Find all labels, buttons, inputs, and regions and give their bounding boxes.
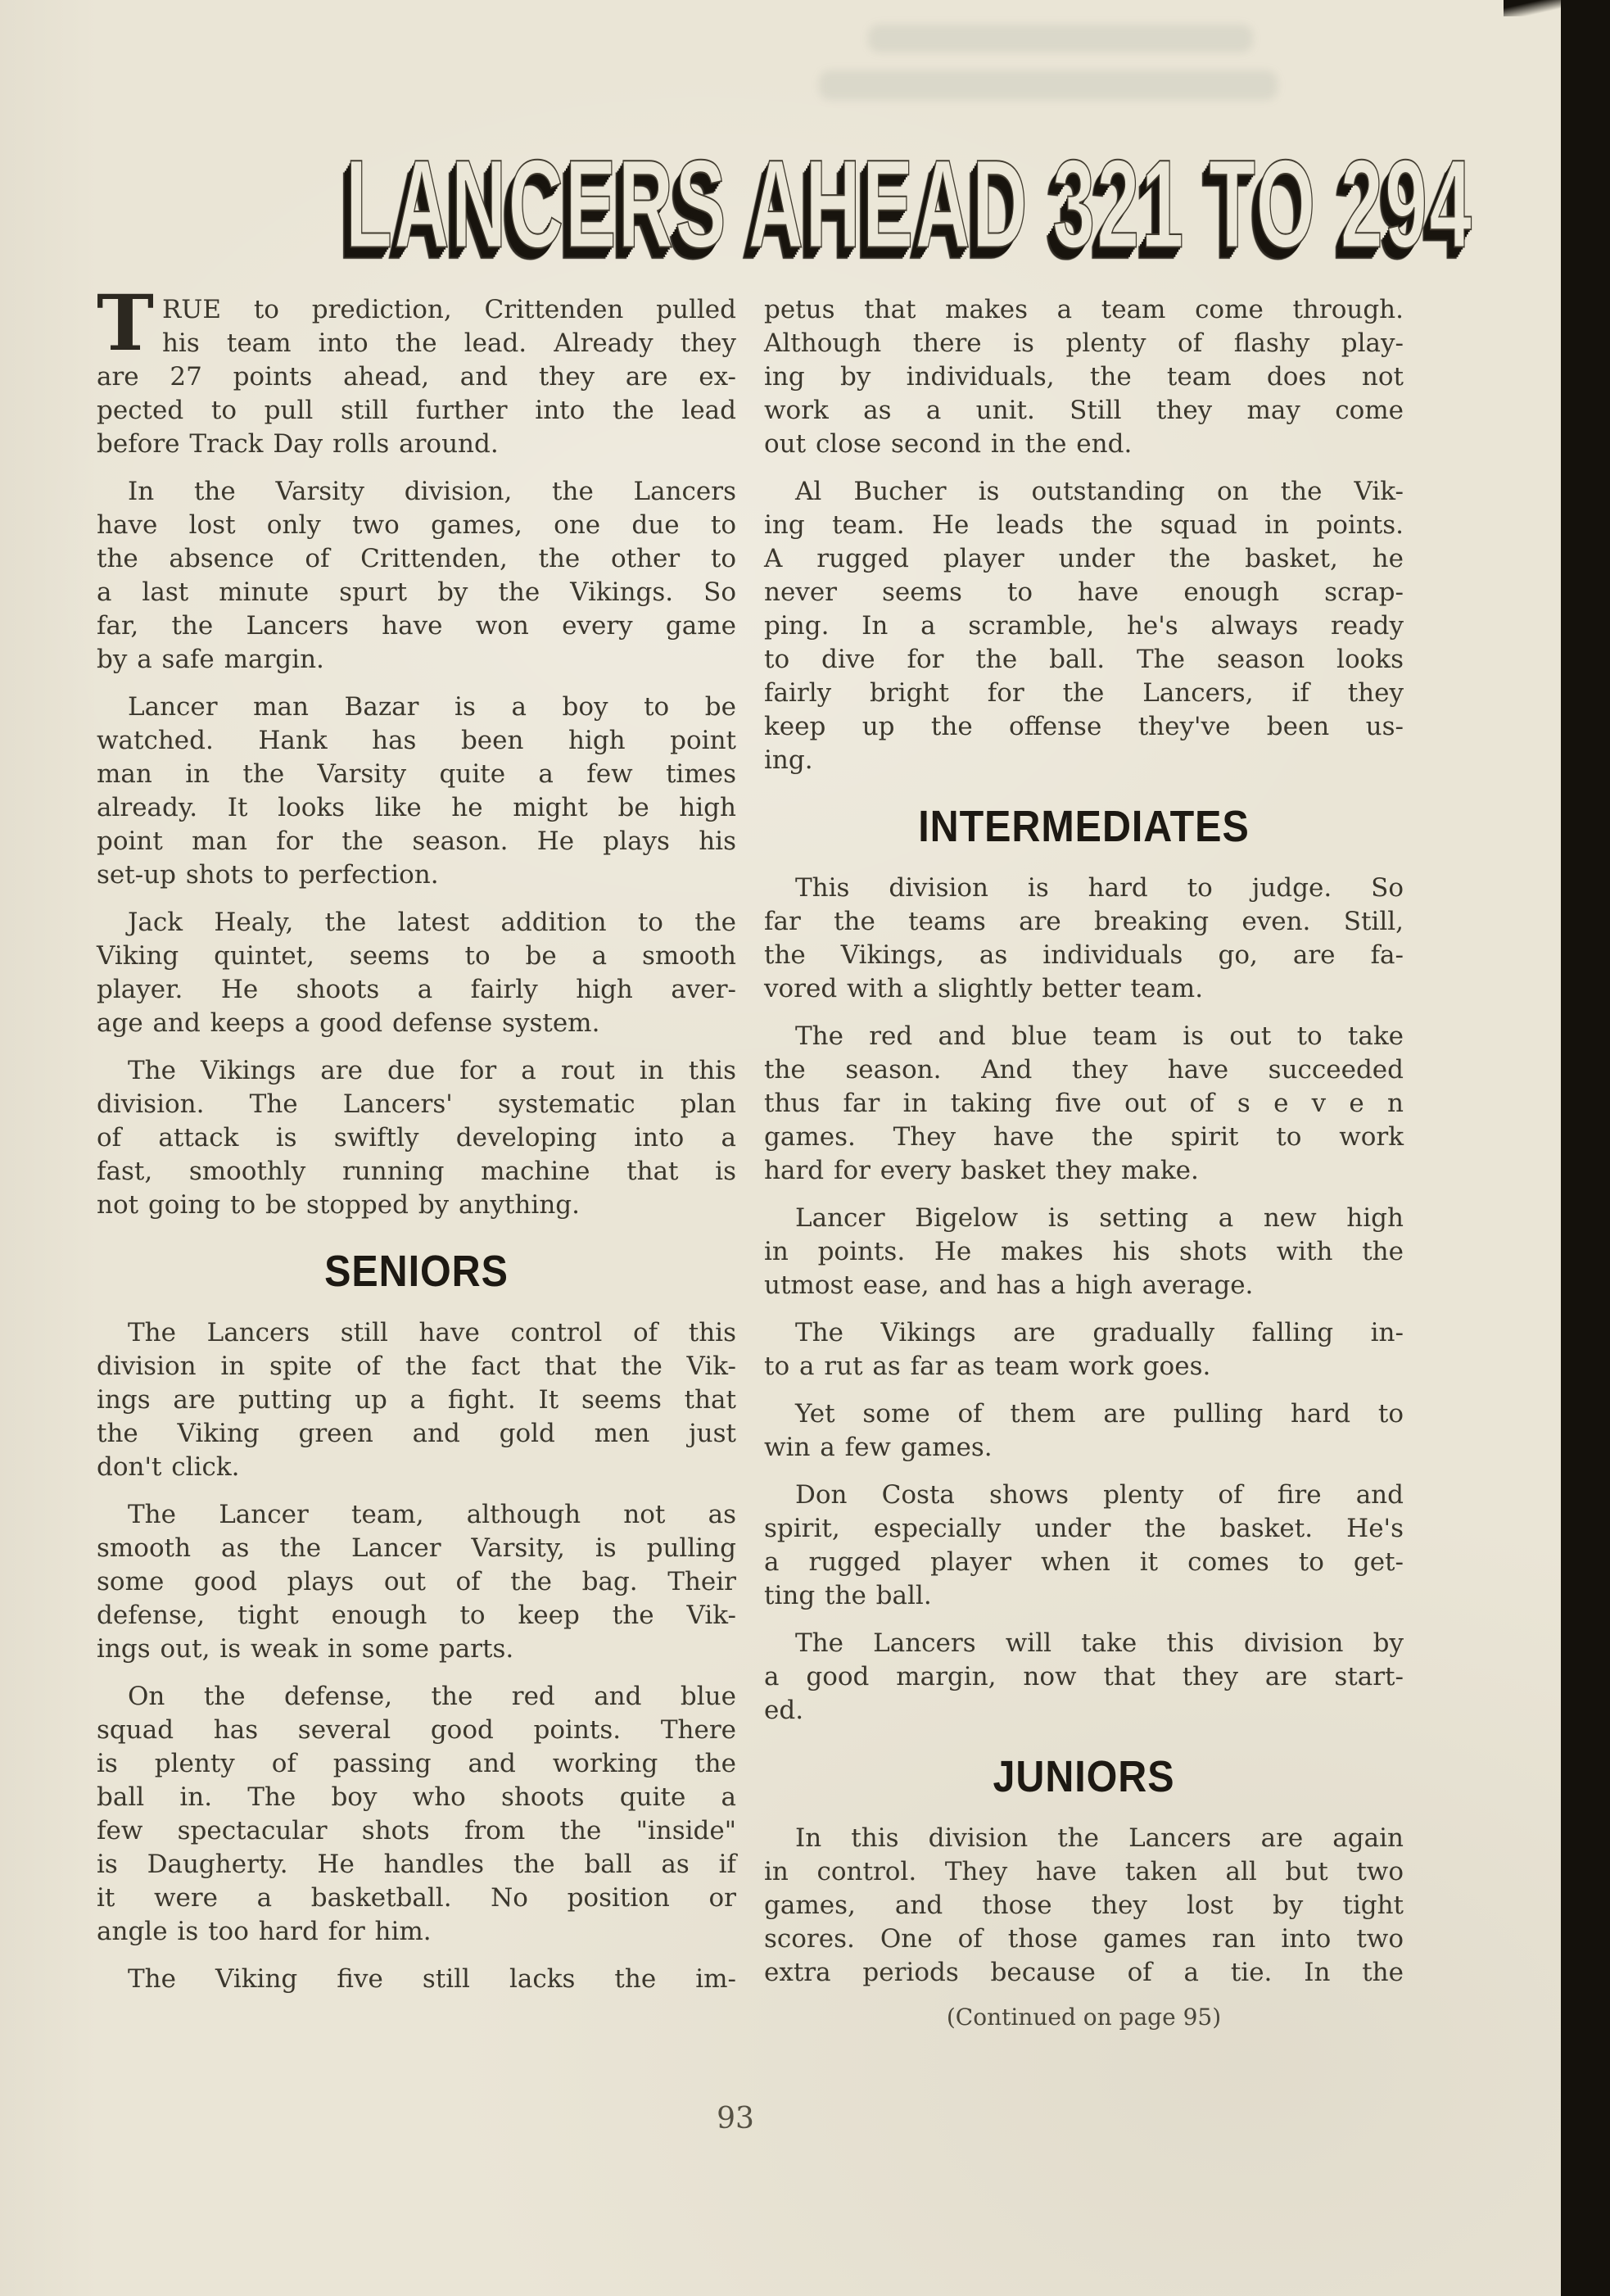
text-line: the season. And they have succeeded bbox=[764, 1055, 1404, 1085]
scan-background bbox=[1577, 0, 1610, 2296]
text-line: The red and blue team is out to take bbox=[795, 1021, 1404, 1051]
paragraph bbox=[97, 1498, 736, 1666]
text-line: thus far in taking five out of s e v e n bbox=[764, 1089, 1404, 1118]
text-line: Although there is plenty of flashy play- bbox=[764, 328, 1404, 358]
text-line: not going to be stopped by anything. bbox=[97, 1190, 580, 1220]
paragraph bbox=[764, 1822, 1404, 1990]
text-line: ings out, is weak in some parts. bbox=[97, 1634, 514, 1664]
text-line: vored with a slightly better team. bbox=[764, 974, 1204, 1003]
text-line: is Daugherty. He handles the ball as if bbox=[97, 1850, 736, 1879]
text-line: age and keeps a good defense system. bbox=[97, 1008, 600, 1038]
text-line: squad has several good points. There bbox=[97, 1715, 736, 1745]
section-heading: JUNIORS bbox=[993, 1751, 1175, 1801]
text-line: to a rut as far as team work goes. bbox=[764, 1352, 1211, 1381]
text-line: to dive for the ball. The season looks bbox=[764, 645, 1404, 674]
text-line: The Vikings are due for a rout in this bbox=[128, 1056, 736, 1085]
paragraph bbox=[764, 1316, 1404, 1383]
section-heading: SENIORS bbox=[324, 1246, 509, 1296]
text-line: man in the Varsity quite a few times bbox=[97, 759, 736, 789]
text-line: far the teams are breaking even. Still, bbox=[764, 907, 1404, 936]
text-line: the absence of Crittenden, the other to bbox=[97, 544, 736, 573]
text-line: watched. Hank has been high point bbox=[97, 726, 736, 755]
text-line: is plenty of passing and working the bbox=[97, 1749, 736, 1778]
text-line: win a few games. bbox=[764, 1433, 993, 1462]
text-line: before Track Day rolls around. bbox=[97, 429, 499, 459]
text-line: fast, smoothly running machine that is bbox=[97, 1157, 736, 1186]
paragraph bbox=[764, 1202, 1404, 1302]
paragraph bbox=[97, 1963, 736, 1996]
text-line: ball in. The boy who shoots quite a bbox=[97, 1782, 736, 1812]
text-line: it were a basketball. No position or bbox=[97, 1883, 736, 1913]
text-line: player. He shoots a fairly high aver- bbox=[97, 975, 736, 1004]
text-line: ing by individuals, the team does not bbox=[764, 362, 1404, 392]
text-line: The Viking five still lacks the im- bbox=[128, 1964, 736, 1994]
text-line: Don Costa shows plenty of fire and bbox=[795, 1480, 1404, 1510]
text-line: the Vikings, as individuals go, are fa- bbox=[764, 940, 1404, 970]
paragraph bbox=[97, 906, 736, 1040]
paragraph bbox=[97, 691, 736, 892]
text-line: ed. bbox=[764, 1696, 804, 1725]
text-line: Yet some of them are pulling hard to bbox=[795, 1399, 1404, 1429]
continued-note: (Continued on page 95) bbox=[946, 2004, 1222, 2031]
text-line: hard for every basket they make. bbox=[764, 1156, 1199, 1185]
text-line: some good plays out of the bag. Their bbox=[97, 1567, 736, 1596]
text-line: don't click. bbox=[97, 1452, 240, 1482]
text-line: never seems to have enough scrap- bbox=[764, 577, 1404, 607]
paragraph bbox=[97, 1316, 736, 1484]
paragraph bbox=[764, 872, 1404, 1006]
text-line: The Vikings are gradually falling in- bbox=[795, 1318, 1404, 1347]
paragraph bbox=[764, 1397, 1404, 1465]
text-line: The Lancers will take this division by bbox=[795, 1628, 1404, 1658]
right-column bbox=[764, 293, 1404, 2031]
text-line: his team into the lead. Already they bbox=[161, 328, 736, 358]
text-line: the Viking green and gold men just bbox=[97, 1419, 736, 1448]
text-line: In this division the Lancers are again bbox=[795, 1823, 1404, 1853]
text-line: a rugged player when it comes to get- bbox=[764, 1547, 1404, 1577]
text-line: work as a unit. Still they may come bbox=[764, 396, 1404, 425]
text-line: in control. They have taken all but two bbox=[764, 1857, 1404, 1886]
text-line: have lost only two games, one due to bbox=[97, 510, 736, 540]
text-line: The Lancer team, although not as bbox=[128, 1500, 736, 1529]
text-line: smooth as the Lancer Varsity, is pulling bbox=[97, 1533, 736, 1563]
paragraph bbox=[97, 1680, 736, 1949]
text-line: point man for the season. He plays his bbox=[97, 826, 736, 856]
paragraph bbox=[97, 475, 736, 677]
text-line: ing team. He leads the squad in points. bbox=[764, 510, 1404, 540]
text-line: are 27 points ahead, and they are ex- bbox=[97, 362, 736, 392]
text-line: games. They have the spirit to work bbox=[764, 1122, 1404, 1152]
page-number: 93 bbox=[717, 2102, 754, 2135]
text-line: ing. bbox=[764, 745, 813, 775]
text-line: Jack Healy, the latest addition to the bbox=[128, 908, 736, 937]
text-line: Al Bucher is outstanding on the Vik- bbox=[795, 477, 1404, 506]
text-line: of attack is swiftly developing into a bbox=[97, 1123, 736, 1153]
paragraph bbox=[97, 279, 736, 461]
text-line: angle is too hard for him. bbox=[97, 1917, 432, 1946]
paragraph bbox=[97, 1054, 736, 1222]
text-line: Viking quintet, seems to be a smooth bbox=[97, 941, 736, 971]
text-line: utmost ease, and has a high average. bbox=[764, 1270, 1254, 1300]
text-line: defense, tight enough to keep the Vik- bbox=[97, 1601, 736, 1630]
text-line: a last minute spurt by the Vikings. So bbox=[97, 577, 736, 607]
text-line: keep up the offense they've been us- bbox=[764, 712, 1404, 741]
paragraph bbox=[764, 293, 1404, 461]
section-heading: INTERMEDIATES bbox=[918, 801, 1250, 851]
text-line: ting the ball. bbox=[764, 1581, 932, 1610]
paragraph bbox=[764, 1627, 1404, 1728]
text-line: a good margin, now that they are start- bbox=[764, 1662, 1404, 1691]
text-line: The Lancers still have control of this bbox=[128, 1318, 736, 1347]
text-line: scores. One of those games ran into two bbox=[764, 1924, 1404, 1954]
text-line: On the defense, the red and blue bbox=[128, 1682, 736, 1711]
bleed-through-text bbox=[819, 70, 1278, 100]
text-line: fairly bright for the Lancers, if they bbox=[764, 678, 1404, 708]
text-line: In the Varsity division, the Lancers bbox=[128, 477, 736, 506]
text-line: RUE to prediction, Crittenden pulled bbox=[161, 295, 736, 324]
text-line: few spectacular shots from the "inside" bbox=[97, 1816, 736, 1845]
left-column bbox=[97, 279, 736, 2031]
headline-container bbox=[0, 133, 1561, 274]
text-line: ping. In a scramble, he's always ready bbox=[764, 611, 1404, 641]
text-line: far, the Lancers have won every game bbox=[97, 611, 736, 641]
text-line: petus that makes a team come through. bbox=[764, 295, 1404, 324]
paragraph bbox=[764, 1479, 1404, 1613]
text-line: division in spite of the fact that the Vik- bbox=[97, 1352, 736, 1381]
text-line: ings are putting up a fight. It seems that bbox=[97, 1385, 736, 1415]
text-line: by a safe margin. bbox=[97, 645, 324, 674]
text-line: games, and those they lost by tight bbox=[764, 1891, 1404, 1920]
paragraph bbox=[764, 1020, 1404, 1188]
scan-background-corner bbox=[1504, 0, 1577, 16]
text-line: spirit, especially under the basket. He's bbox=[764, 1514, 1404, 1543]
text-line: extra periods because of a tie. In the bbox=[764, 1958, 1404, 1987]
text-line: set-up shots to perfection. bbox=[97, 860, 439, 890]
book-page-stack-edge bbox=[1531, 0, 1577, 2296]
text-line: This division is hard to judge. So bbox=[795, 873, 1404, 903]
drop-cap: T bbox=[97, 279, 154, 369]
paragraph bbox=[764, 475, 1404, 777]
text-line: A rugged player under the basket, he bbox=[764, 544, 1404, 573]
text-line: Lancer Bigelow is setting a new high bbox=[795, 1203, 1404, 1233]
text-line: out close second in the end. bbox=[764, 429, 1133, 459]
text-line: already. It looks like he might be high bbox=[97, 793, 736, 822]
text-line: Lancer man Bazar is a boy to be bbox=[128, 692, 736, 722]
text-line: in points. He makes his shots with the bbox=[764, 1237, 1404, 1266]
article-title: LANCERS AHEAD 321 TO 294 bbox=[346, 133, 1474, 274]
bleed-through-text bbox=[868, 25, 1253, 52]
article-body bbox=[97, 279, 1404, 2031]
text-line: division. The Lancers' systematic plan bbox=[97, 1089, 736, 1119]
text-line: pected to pull still further into the lead bbox=[97, 396, 736, 425]
